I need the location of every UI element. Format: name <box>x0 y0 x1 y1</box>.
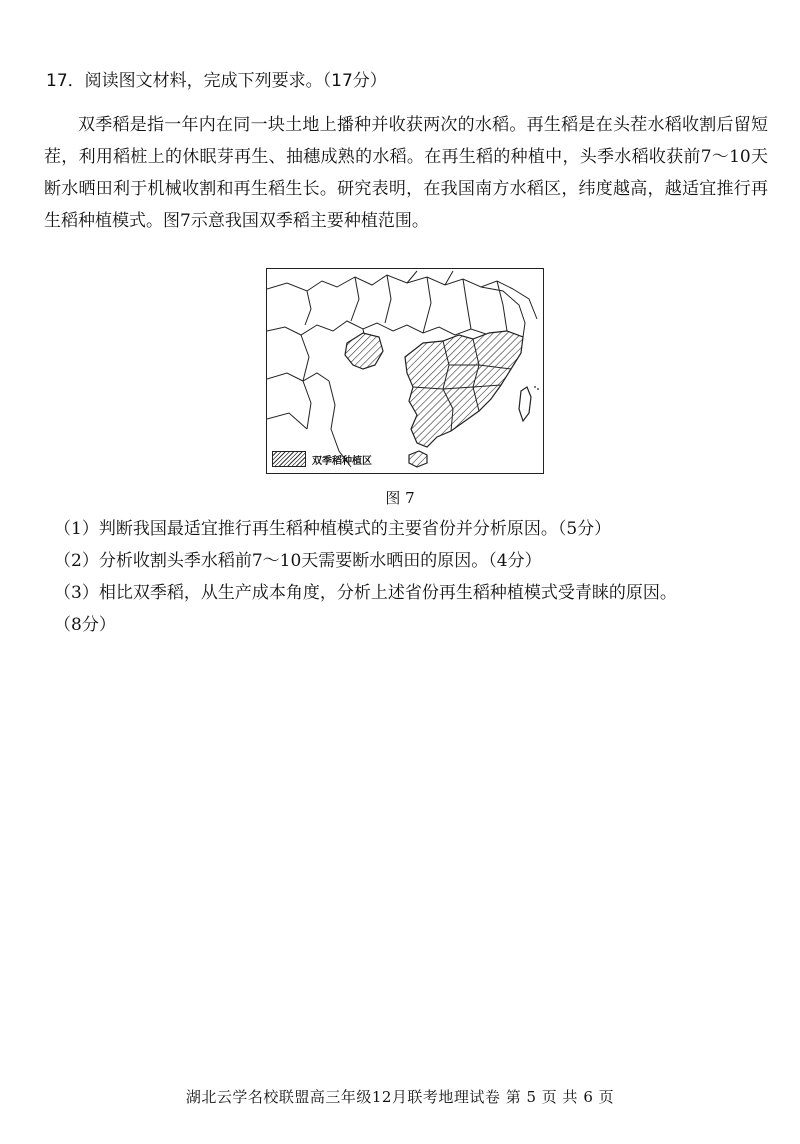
subquestion-1: （1）判断我国最适宜推行再生稻种植模式的主要省份并分析原因。（5分） <box>54 519 612 539</box>
subquestion-2: （2）分析收割头季水稻前7～10天需要断水晒田的原因。（4分） <box>54 551 542 571</box>
map-legend <box>272 451 372 467</box>
hatched-region-south <box>405 331 523 447</box>
page-footer: 湖北云学名校联盟高三年级12月联考地理试卷 第 5 页 共 6 页 <box>185 1088 615 1106</box>
figure-map <box>266 268 544 474</box>
question-title: 17．阅读图文材料，完成下列要求。（17分） <box>46 71 387 91</box>
figure-caption: 图 7 <box>385 489 415 507</box>
hatched-region-sichuan <box>345 333 383 369</box>
legend-hatch-swatch <box>272 451 306 467</box>
china-south-map <box>267 269 543 473</box>
question-passage: 双季稻是指一年内在同一块土地上播种并收获两次的水稻。再生稻是在头茬水稻收割后留短茬，利用稻桩上的休眠芽再生、抽穗成熟的水稻。在再生稻的种植中，头季水稻收获前7～10天断水晒田利于机械收割和再生稻生长。研究表明，在我国南方水稻区，纬度越高，越适宜推行再生稻种植模式。图7示意我国双季稻主要种植范围。 <box>44 115 768 231</box>
subquestion-3-points: （8分） <box>54 615 116 635</box>
legend-label: 双季稻种植区 <box>312 455 372 467</box>
taiwan-island <box>519 387 531 421</box>
hatched-region-hainan <box>409 451 427 467</box>
subquestion-3: （3）相比双季稻，从生产成本角度，分析上述省份再生稻种植模式受青睐的原因。 <box>54 583 677 603</box>
